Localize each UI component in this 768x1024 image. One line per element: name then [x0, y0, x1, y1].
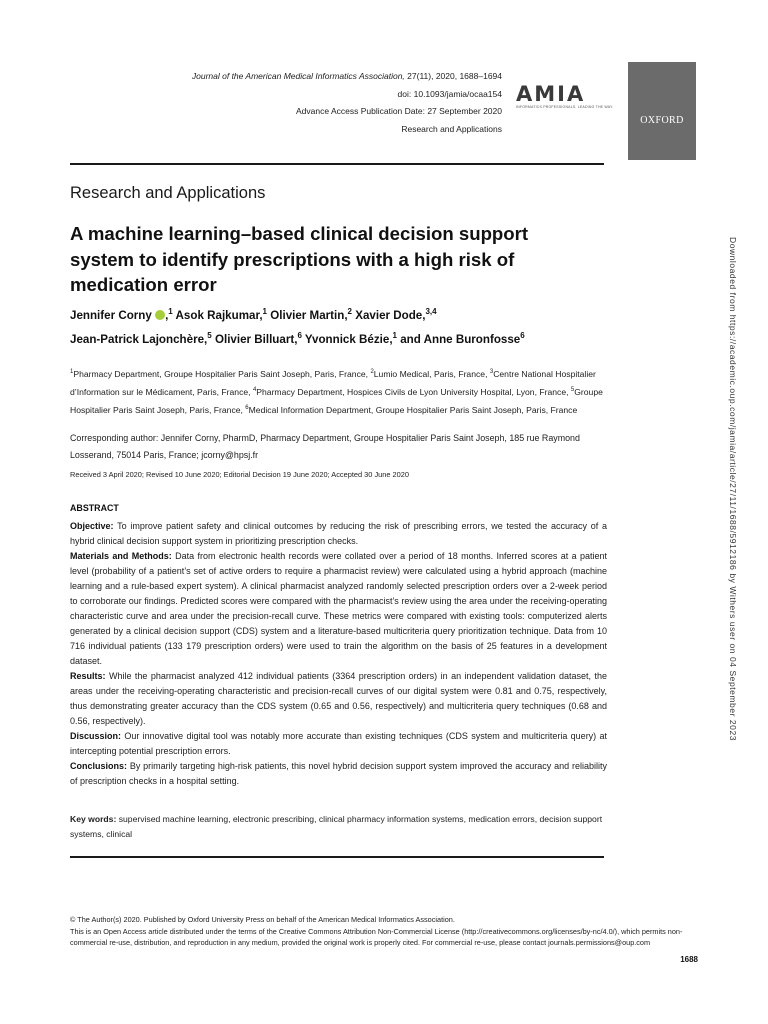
author[interactable]: Jennifer Corny ,$^1$ [70, 307, 173, 322]
license-text: This is an Open Access article distributed under the terms of the Creative Commons Attribution Non-Commercial License (http://creativecommons.org/licenses/by-nc/4.0/), which permits non-commercial re-use, distribution, and reproduction in any medium, provided the original work is properly cited. For commercial re-use, please contact journals.permissions@oup.com [70, 926, 683, 947]
oxford-logo-text: OXFORD [640, 115, 684, 126]
affiliation-text: Medical Information Department, Groupe Hospitalier Paris Saint Joseph, Paris, France [248, 405, 578, 416]
copyright-line: © The Author(s) 2020. Published by Oxford University Press on behalf of the American Medical Informatics Association. [70, 915, 455, 924]
bottom-rule [70, 856, 604, 858]
abstract-objective [70, 519, 607, 549]
amia-logo [516, 84, 621, 110]
abstract-label: Conclusions: [70, 761, 128, 771]
abstract-methods [70, 549, 607, 669]
abstract-label: Objective: [70, 521, 114, 531]
abstract-results [70, 669, 607, 729]
author-affiliation-ref: 6 [520, 330, 525, 340]
author-name: Xavier Dode, [355, 308, 426, 322]
author[interactable] [70, 330, 212, 346]
page-number: 1688 [680, 955, 698, 964]
author-affiliation-ref: 5 [207, 330, 212, 340]
author[interactable] [270, 309, 352, 322]
amia-logo-tagline: INFORMATICS PROFESSIONALS. LEADING THE WAY. [516, 105, 614, 109]
affiliation-num: 1 [70, 369, 74, 375]
author[interactable] [176, 309, 267, 322]
affiliation-num: 2 [370, 369, 374, 375]
article-category: Research and Applications [401, 123, 502, 134]
abstract-discussion [70, 729, 607, 759]
journal-name: Journal of the American Medical Informatics Association, [191, 71, 405, 81]
author[interactable] [355, 309, 436, 322]
author-name: Olivier Martin, [270, 308, 348, 322]
affiliation-text: Groupe Hospitalier Paris Saint Joseph, Paris, France, [70, 387, 603, 416]
author-name: Olivier Billuart, [214, 332, 298, 346]
author[interactable] [214, 330, 302, 346]
affiliation-num: 5 [570, 387, 575, 394]
affiliation-text: Centre National Hospitalier d’Information sur le Médicament, Paris, France, [70, 368, 596, 398]
journal-volume-pages: 27(11), 2020, 1688–1694 [404, 71, 502, 81]
article-title: A machine learning–based clinical decision support system to identify prescriptions with a high risk of medication error [70, 223, 529, 295]
abstract-text: Data from electronic health records were collated over a period of 18 months. Inferred scores at a patient level (probability of a patient’s set of active orders to require a pharmacist review) were calculated using a hybrid approach (machine learning and a rule-based expert system). A clinical pharmacist analyzed randomly selected prescription orders over a 2-week period to corroborate our findings. Predicted scores were compared with the pharmacist’s review using the area under the receiving-operating characteristic curve and area under the precision-recall curve. These metrics were compared with existing tools: computerized alerts generated by a clinical decision support (CDS) system and a literature-based multicriteria query prioritization technique. Data from 10 716 individual patients (133 179 prescription orders) were used to train the algorithm on the basis of 25 features in a development dataset. [70, 551, 608, 666]
affiliation-num: 6 [245, 405, 249, 412]
abstract-text: To improve patient safety and clinical outcomes by reducing the risk of prescribing errors, we tested the accuracy of a hybrid clinical decision support system in prioritizing prescription checks. [70, 521, 607, 546]
journal-header [100, 68, 502, 138]
author[interactable] [304, 330, 397, 346]
author-name: Jennifer Corny [70, 308, 152, 322]
abstract-body [70, 519, 607, 789]
affiliation-num: 4 [252, 387, 257, 394]
doi[interactable]: doi: 10.1093/jamia/ocaa154 [397, 88, 502, 99]
keywords-text: supervised machine learning, electronic prescribing, clinical pharmacy information systems, medication errors, decision support systems, clinical [70, 814, 603, 839]
author-affiliation-ref: 1 [168, 307, 173, 316]
abstract-text: Our innovative digital tool was notably more accurate than existing techniques (CDS system and multicriteria query) at intercepting potential prescription errors. [70, 731, 607, 756]
abstract-conclusions [70, 759, 607, 789]
oxford-logo [628, 62, 696, 160]
affiliation-text: Pharmacy Department, Groupe Hospitalier Paris Saint Joseph, Paris, France, [73, 368, 371, 379]
keywords [70, 812, 607, 842]
orcid-icon[interactable] [155, 310, 165, 320]
affiliation-text: Pharmacy Department, Hospices Civils de Lyon University Hospital, Lyon, France, [256, 387, 571, 398]
corresponding-author: Corresponding author: Jennifer Corny, PharmD, Pharmacy Department, Groupe Hospitalier Paris Saint Joseph, 185 rue Raymond Losserand, 75014 Paris, France; jcorny@hpsj.fr [70, 433, 580, 460]
abstract-text: By primarily targeting high-risk patients, this novel hybrid decision support system improved the accuracy and reliability of prescription checks in a hospital setting. [70, 761, 607, 786]
affiliations [70, 364, 605, 418]
author[interactable] [400, 330, 525, 346]
section-heading: Research and Applications [70, 184, 266, 202]
author-name: and Anne Buronfosse [400, 332, 521, 346]
keywords-label: Key words: [70, 814, 117, 824]
abstract-heading: ABSTRACT [70, 503, 119, 513]
author-affiliation-ref: 1 [392, 330, 397, 340]
author-name: Asok Rajkumar, [175, 308, 263, 322]
received-dates: Received 3 April 2020; Revised 10 June 2020; Editorial Decision 19 June 2020; Accepted 30 June 2020 [70, 470, 409, 479]
abstract-label: Materials and Methods: [70, 551, 172, 561]
author-affiliation-ref: 3,4 [425, 307, 437, 316]
download-watermark: Downloaded from https://academic.oup.com/jamia/article/27/11/1688/5912186 by Withers user on 04 September 2023 [728, 237, 738, 742]
author-list [70, 302, 600, 350]
top-rule [70, 163, 604, 165]
footer-license [70, 914, 700, 949]
author-affiliation-ref: 2 [347, 307, 352, 316]
author-name: Jean-Patrick Lajonchère, [70, 332, 208, 346]
author-name: Yvonnick Bézie, [304, 332, 393, 346]
abstract-label: Results: [70, 671, 106, 681]
affiliation-num: 3 [489, 369, 494, 375]
abstract-label: Discussion: [70, 731, 122, 741]
amia-logo-word: AMIA [516, 82, 586, 106]
author-affiliation-ref: 1 [262, 307, 267, 316]
affiliation-text: Lumio Medical, Paris, France, [373, 368, 490, 379]
advance-access-date: Advance Access Publication Date: 27 September 2020 [295, 106, 502, 116]
abstract-text: While the pharmacist analyzed 412 individual patients (3364 prescription orders) in an independent validation dataset, the areas under the receiving-operating characteristic and precision-recall curves of our digital system were 0.81 and 0.75, respectively, thus demonstrating greater accuracy than the CDS system (0.65 and 0.56, respectively) and multicriteria query techniques (0.68 and 0.56, respectively). [70, 671, 607, 726]
journal-citation [100, 68, 502, 86]
author-affiliation-ref: 6 [297, 330, 302, 340]
